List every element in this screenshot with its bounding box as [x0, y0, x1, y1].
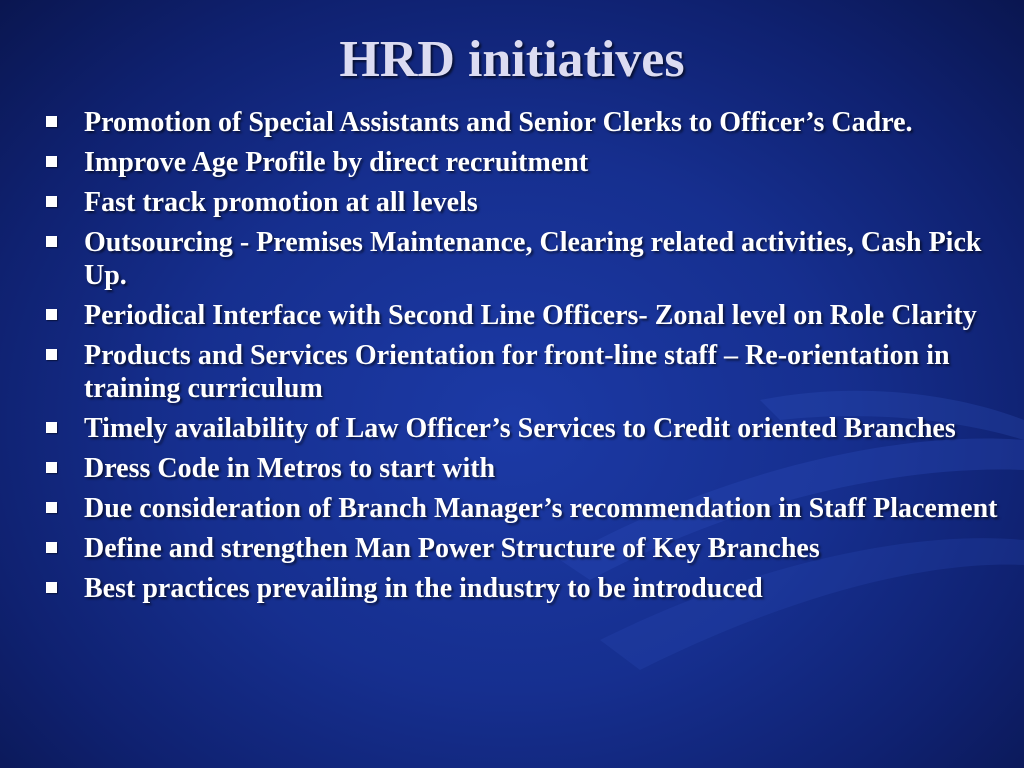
bullet-item: [44, 412, 1004, 445]
bullet-item: [44, 146, 1004, 179]
bullet-item: [44, 106, 1004, 139]
bullet-text: Due consideration of Branch Manager’s recommendation in Staff Placement: [84, 493, 998, 524]
bullet-item: [44, 339, 1004, 405]
square-bullet-icon: [46, 582, 57, 593]
square-bullet-icon: [46, 196, 57, 207]
square-bullet-icon: [46, 422, 57, 433]
bullet-text: Define and strengthen Man Power Structure of Key Branches: [84, 533, 820, 564]
bullet-item: [44, 186, 1004, 219]
bullet-list: [44, 106, 1004, 612]
square-bullet-icon: [46, 542, 57, 553]
bullet-text: Dress Code in Metros to start with: [84, 453, 496, 484]
square-bullet-icon: [46, 502, 57, 513]
bullet-text: Timely availability of Law Officer’s Services to Credit oriented Branches: [84, 413, 956, 444]
slide-title: HRD initiatives: [339, 31, 685, 88]
square-bullet-icon: [46, 156, 57, 167]
bullet-item: [44, 492, 1004, 525]
bullet-text: Best practices prevailing in the industry to be introduced: [84, 573, 763, 604]
square-bullet-icon: [46, 309, 57, 320]
bullet-text: Products and Services Orientation for front-line staff – Re-orientation in training curriculum: [84, 340, 950, 404]
bullet-text: Improve Age Profile by direct recruitment: [84, 147, 589, 178]
square-bullet-icon: [46, 462, 57, 473]
bullet-text: Fast track promotion at all levels: [84, 187, 478, 218]
square-bullet-icon: [46, 116, 57, 127]
square-bullet-icon: [46, 236, 57, 247]
square-bullet-icon: [46, 349, 57, 360]
bullet-item: [44, 452, 1004, 485]
bullet-text: Outsourcing - Premises Maintenance, Clearing related activities, Cash Pick Up.: [84, 227, 982, 291]
bullet-item: [44, 532, 1004, 565]
bullet-item: [44, 226, 1004, 292]
bullet-item: [44, 299, 1004, 332]
bullet-text: Promotion of Special Assistants and Senior Clerks to Officer’s Cadre.: [84, 107, 913, 138]
bullet-text: Periodical Interface with Second Line Officers- Zonal level on Role Clarity: [84, 300, 977, 331]
bullet-item: [44, 572, 1004, 605]
